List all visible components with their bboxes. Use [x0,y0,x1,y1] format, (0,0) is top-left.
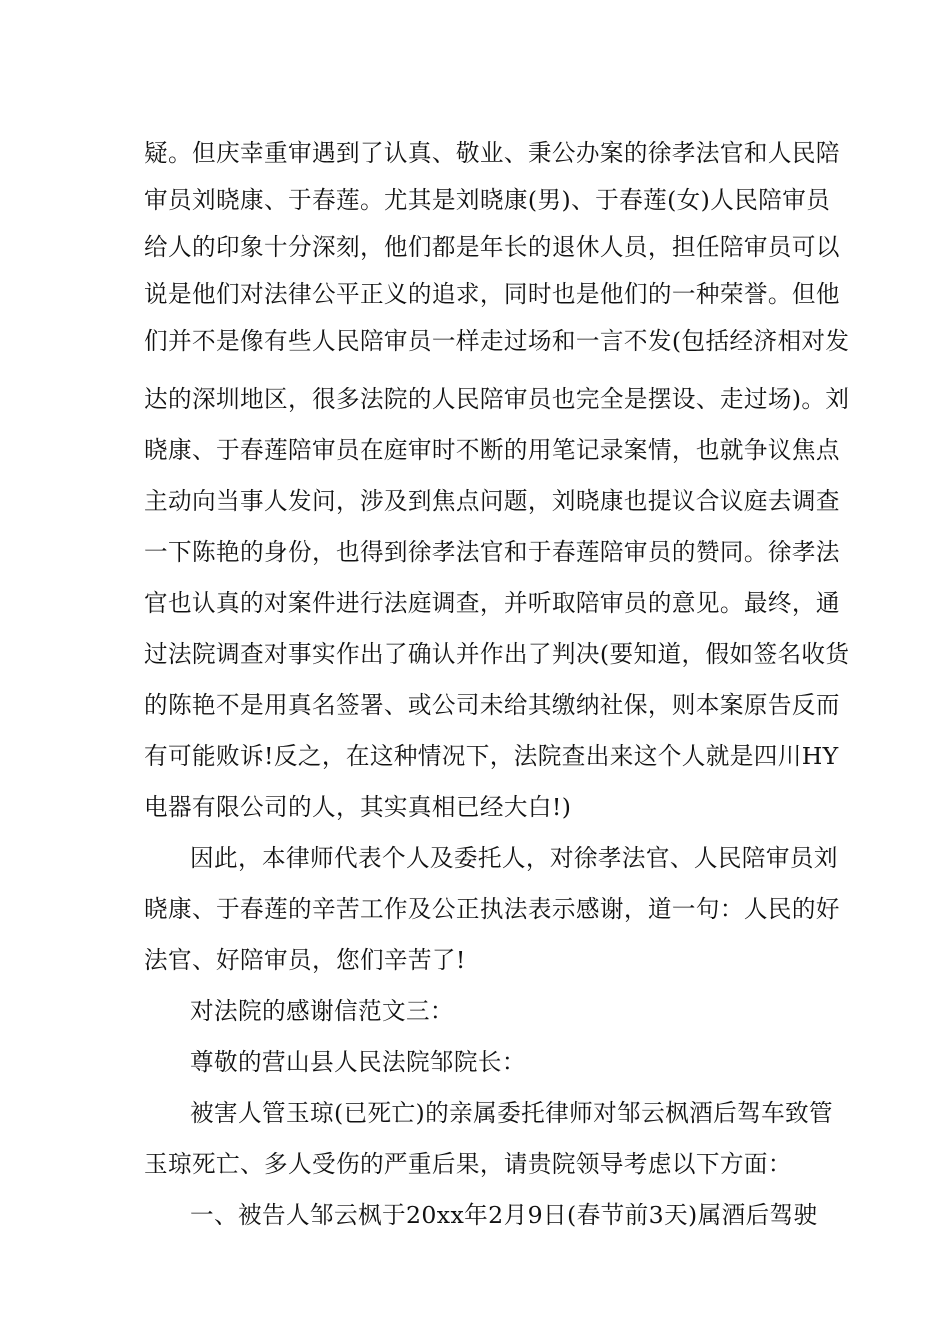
text-line: 达的深圳地区，很多法院的人民陪审员也完全是摆设、走过场)。刘 [144,385,850,413]
text-line: 过法院调查对事实作出了确认并作出了判决(要知道，假如签名收货 [144,640,850,668]
text-line: 给人的印象十分深刻，他们都是年长的退休人员，担任陪审员可以 [144,233,840,261]
section-heading: 对法院的感谢信范文三： [190,997,454,1025]
text-line: 一下陈艳的身份，也得到徐孝法官和于春莲陪审员的赞同。徐孝法 [144,538,840,566]
paragraph-first-line: 一、被告人邹云枫于20xx年2月9日(春节前3天)属酒后驾驶 [190,1201,818,1229]
text-line: 疑。但庆幸重审遇到了认真、敬业、秉公办案的徐孝法官和人民陪 [144,139,840,167]
text-line: 有可能败诉!反之，在这种情况下，法院查出来这个人就是四川HY [144,742,839,770]
text-line: 说是他们对法律公平正义的追求，同时也是他们的一种荣誉。但他 [144,280,840,308]
text-line: 们并不是像有些人民陪审员一样走过场和一言不发(包括经济相对发 [144,327,850,355]
text-line: 法官、好陪审员，您们辛苦了! [144,946,466,974]
text-line: 官也认真的对案件进行法庭调查，并听取陪审员的意见。最终，通 [144,589,840,617]
text-line: 的陈艳不是用真名签署、或公司未给其缴纳社保，则本案原告反而 [144,691,840,719]
salutation: 尊敬的营山县人民法院邹院长： [190,1048,526,1076]
text-line: 电器有限公司的人，其实真相已经大白!) [144,793,572,821]
text-line: 审员刘晓康、于春莲。尤其是刘晓康(男)、于春莲(女)人民陪审员 [144,186,831,214]
text-line: 玉琼死亡、多人受伤的严重后果，请贵院领导考虑以下方面： [144,1150,792,1178]
text-line: 晓康、于春莲的辛苦工作及公正执法表示感谢，道一句：人民的好 [144,895,840,923]
paragraph-first-line: 因此，本律师代表个人及委托人，对徐孝法官、人民陪审员刘 [190,844,838,872]
paragraph-first-line: 被害人管玉琼(已死亡)的亲属委托律师对邹云枫酒后驾车致管 [190,1099,834,1127]
text-line: 晓康、于春莲陪审员在庭审时不断的用笔记录案情，也就争议焦点 [144,436,840,464]
text-line: 主动向当事人发问，涉及到焦点问题，刘晓康也提议合议庭去调查 [144,487,840,515]
